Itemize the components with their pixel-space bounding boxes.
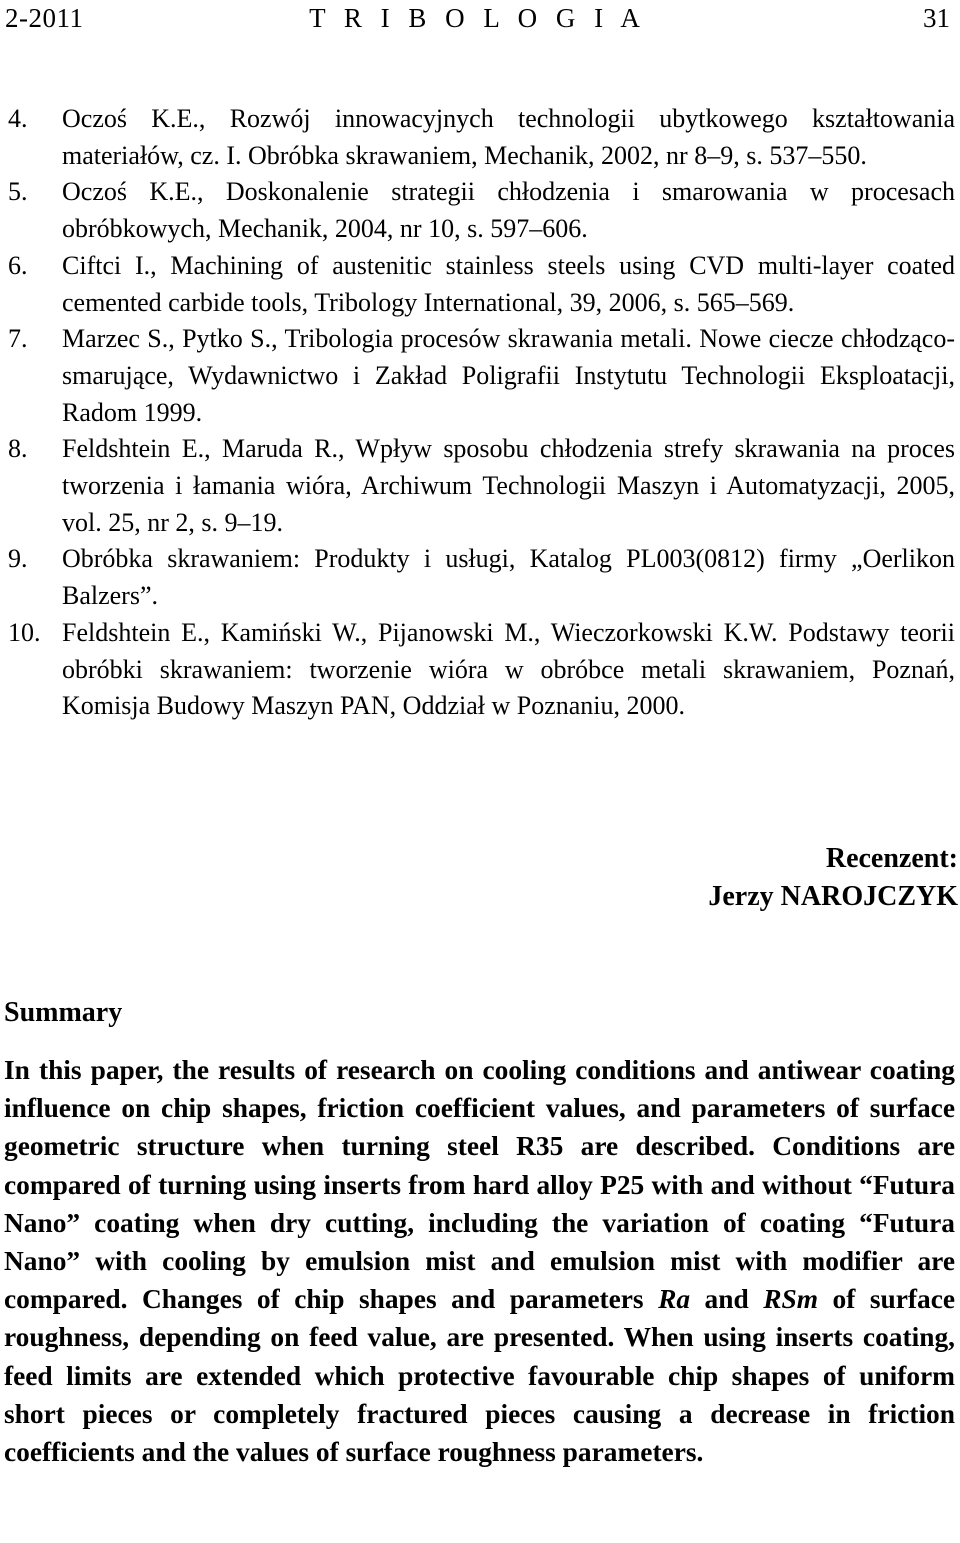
reviewer-block <box>708 840 958 916</box>
reference-text: Oczoś K.E., Rozwój innowacyjnych technologii ubytkowego kształtowania materiałów, cz. I. Obróbka skrawaniem, Mechanik, 2002, nr 8–9, s. 537–550. <box>62 104 955 170</box>
summary-text-part1: In this paper, the results of research on cooling conditions and antiwear coating influence on chip shapes, friction coefficient values, and parameters of surface geometric structure when turning steel R35 are described. Conditions are compared of turning using inserts from hard alloy P25 with and without “Futura Nano” coating when dry cutting, including the variation of coating “Futura Nano” with cooling by emulsion mist and emulsion mist with modifier are compared. Changes of chip shapes and parameters <box>4 1055 955 1315</box>
reference-item <box>8 248 955 321</box>
issue-number: 2-2011 <box>5 3 84 33</box>
reference-item <box>8 615 955 725</box>
page-number: 31 <box>923 3 950 33</box>
reviewer-label: Recenzent: <box>825 843 958 874</box>
reference-text: Oczoś K.E., Doskonalenie strategii chłodzenia i smarowania w procesach obróbkowych, Mechanik, 2004, nr 10, s. 597–606. <box>62 177 955 244</box>
reference-number: 4. <box>8 104 28 133</box>
reference-item <box>8 541 955 614</box>
summary-term-ra: Ra <box>658 1284 691 1315</box>
summary-text-part2: and <box>690 1284 764 1315</box>
running-header <box>5 0 950 38</box>
reference-number: 5. <box>8 177 28 207</box>
summary-heading: Summary <box>4 997 123 1028</box>
reference-text: Feldshtein E., Maruda R., Wpływ sposobu chłodzenia strefy skrawania na proces tworzenia i łamania wióra, Archiwum Technologii Maszyn i Automatyzacji, 2005, vol. 25, nr 2, s. 9–19. <box>62 434 955 537</box>
reference-number: 10. <box>8 617 41 647</box>
reference-text: Marzec S., Pytko S., Tribologia procesów skrawania metali. Nowe ciecze chłodząco-smarujące, Wydawnictwo i Zakład Poligrafii Instytutu Technologii Eksploatacji, Radom 1999. <box>62 324 955 427</box>
reference-text: Ciftci I., Machining of austenitic stainless steels using CVD multi-layer coated cemented carbide tools, Tribology International, 39, 2006, s. 565–569. <box>62 250 955 317</box>
reference-number: 7. <box>8 324 28 354</box>
reference-item <box>8 321 955 431</box>
reference-text: Feldshtein E., Kamiński W., Pijanowski M., Wieczorkowski K.W. Podstawy teorii obróbki skrawaniem: tworzenie wióra w obróbce metali skrawaniem, Poznań, Komisja Budowy Maszyn PAN, Oddział w Poznaniu, 2000. <box>62 617 955 721</box>
reviewer-name: Jerzy NAROJCZYK <box>708 881 958 912</box>
reference-number: 9. <box>8 544 28 574</box>
reference-item <box>8 431 955 541</box>
reference-item <box>8 174 955 247</box>
summary-text-part3: of surface roughness, depending on feed value, are presented. When using inserts coating, feed limits are extended which protective favourable chip shapes of uniform short pieces or completely fractured pieces causing a decrease in friction coefficients and the values of surface roughness parameters. <box>4 1284 956 1468</box>
summary-paragraph <box>4 1051 955 1471</box>
summary-term-rsm: RSm <box>763 1284 819 1315</box>
reference-text: Obróbka skrawaniem: Produkty i usługi, Katalog PL003(0812) firmy „Oerlikon Balzers”. <box>62 544 955 611</box>
reference-number: 6. <box>8 250 28 280</box>
reference-number: 8. <box>8 434 28 464</box>
reference-list <box>8 101 955 725</box>
journal-title: T R I B O L O G I A <box>309 3 646 33</box>
reference-item <box>8 101 955 174</box>
